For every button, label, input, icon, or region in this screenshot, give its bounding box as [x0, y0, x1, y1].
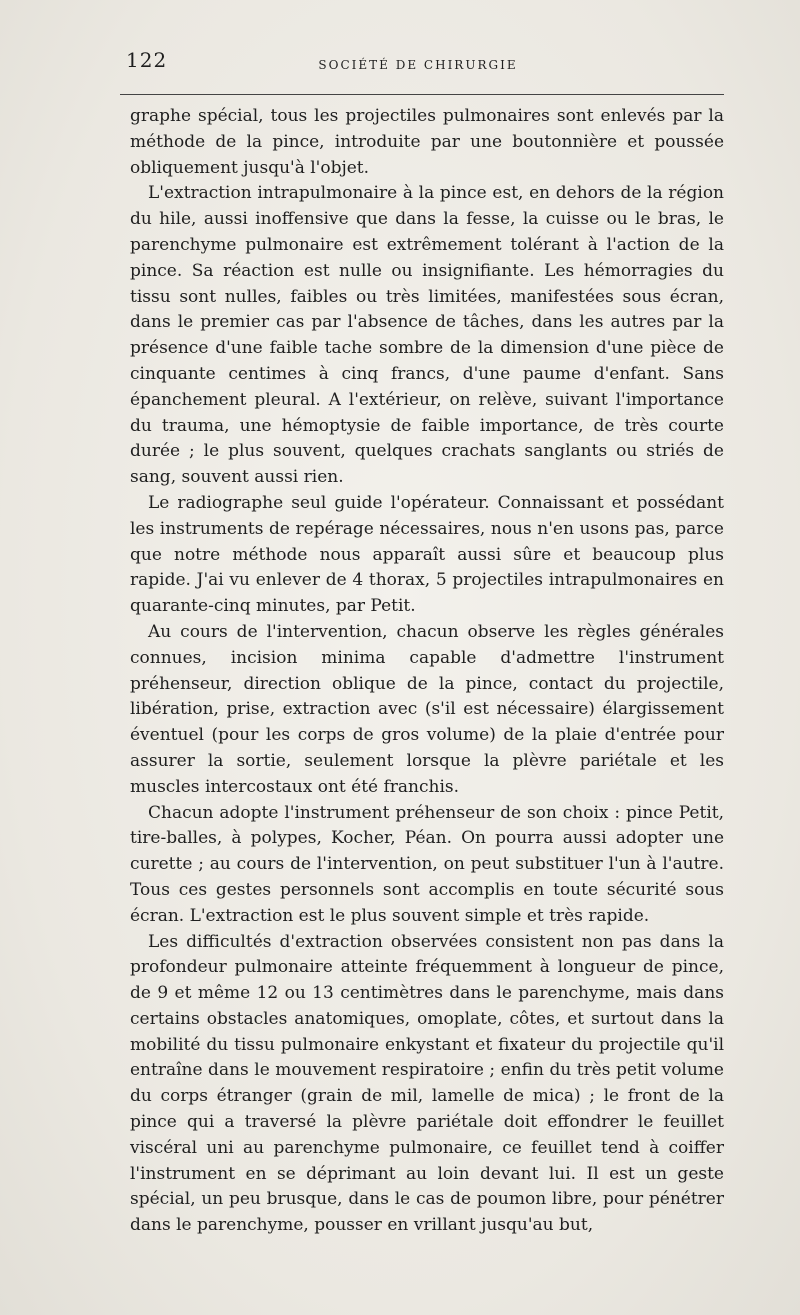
page-number: 122 — [126, 48, 168, 72]
page-header — [112, 48, 724, 78]
paragraph: L'extraction intrapulmonaire à la pince est, en dehors de la région du hile, aussi inoffensive que dans la fesse, la cuisse ou le bras, le parenchyme pulmonaire est extrêmement tolérant à l'action de la pince. Sa réaction est nulle ou insignifiante. Les hémorragies du tissu sont nulles, faibles ou très limitées, manifestées sous écran, dans le premier cas par l'absence de tâches, dans les autres par la présence d'une faible tache sombre de la dimension d'une pièce de cinquante centimes à cinq francs, d'une paume d'enfant. Sans épanchement pleural. A l'extérieur, on relève, suivant l'importance du trauma, une hémoptysie de faible importance, de très courte durée ; le plus souvent, quelques crachats sanglants ou striés de sang, souvent aussi rien. — [130, 183, 724, 488]
paragraph: Chacun adopte l'instrument préhenseur de son choix : pince Petit, tire-balles, à polypes, Kocher, Péan. On pourra aussi adopter une curette ; au cours de l'intervention, on peut substituer l'un à l'autre. Tous ces gestes personnels sont accomplis en toute sécurité sous écran. L'extraction est le plus souvent simple et très rapide. — [130, 802, 724, 926]
running-title: SOCIÉTÉ DE CHIRURGIE — [318, 58, 518, 72]
paragraph: Le radiographe seul guide l'opérateur. Connaissant et possédant les instruments de repérage nécessaires, nous n'en usons pas, parce que notre méthode nous apparaît aussi sûre et beaucoup plus rapide. J'ai vu enlever de 4 thorax, 5 projectiles intrapulmonaires en quarante-cinq minutes, par Petit. — [130, 492, 724, 617]
paragraph-continued: graphe spécial, tous les projectiles pulmonaires sont enlevés par la méthode de la pince, introduite par une boutonnière et poussée obliquement jusqu'à l'objet. — [130, 106, 724, 178]
paragraph: Les difficultés d'extraction observées consistent non pas dans la profondeur pulmonaire atteinte fréquemment à longueur de pince, de 9 et même 12 ou 13 centimètres dans le parenchyme, mais dans certains obstacles anatomiques, omoplate, côtes, et surtout dans la mobilité du tissu pulmonaire enkystant et fixateur du projectile qu'il entraîne dans le mouvement respiratoire ; enfin du très petit volume du corps étranger (grain de mil, lamelle de mica) ; le front de la pince qui a traversé la plèvre pariétale doit effondrer le feuillet viscéral uni au parenchyme pulmonaire, ce feuillet tend à coiffer l'instrument en se déprimant au loin devant lui. Il est un geste spécial, un peu brusque, dans le cas de poumon libre, pour pénétrer dans le parenchyme, pousser en vrillant jusqu'au but, — [130, 931, 724, 1236]
header-rule — [120, 94, 724, 95]
body-text — [130, 104, 724, 1239]
paragraph: Au cours de l'intervention, chacun observe les règles générales connues, incision minima capable d'admettre l'instrument préhenseur, direction oblique de la pince, contact du projectile, libération, prise, extraction avec (s'il est nécessaire) élargissement éventuel (pour les corps de gros volume) de la plaie d'entrée pour assurer la sortie, seulement lorsque la plèvre pariétale et les muscles intercostaux ont été franchis. — [130, 621, 724, 797]
